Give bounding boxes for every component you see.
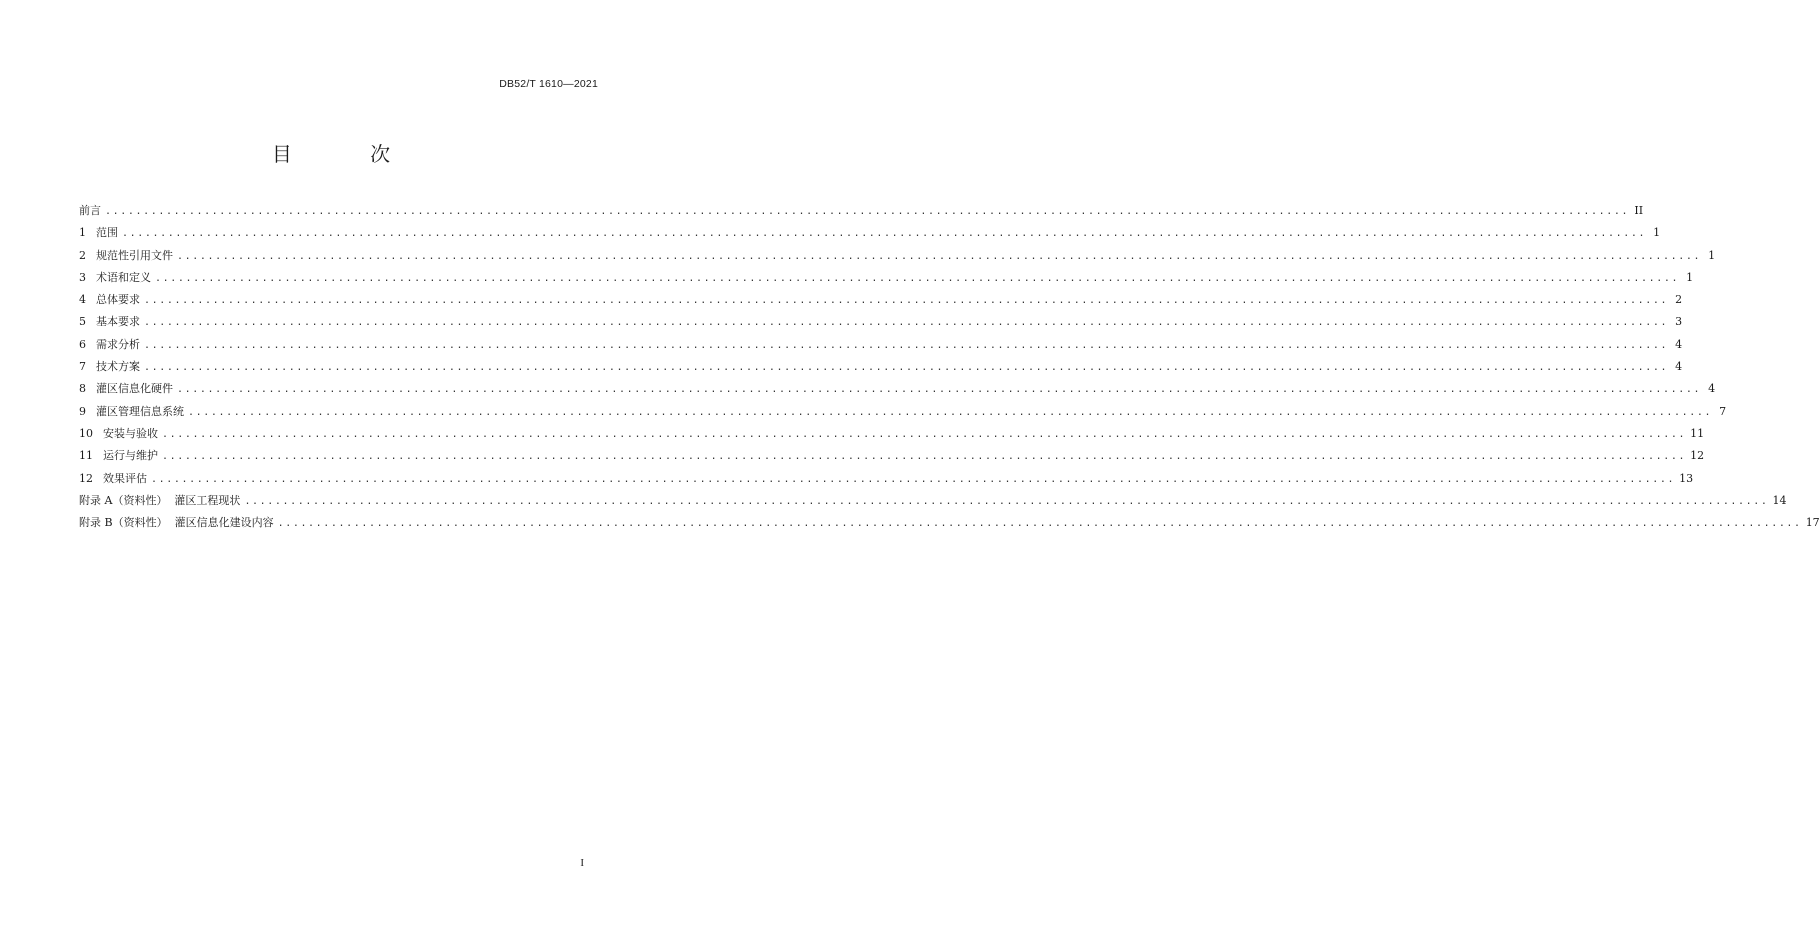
toc-entry-title: 运行与维护 xyxy=(103,449,158,463)
toc-leader-dots: ........................................................................................................................................................................................................ xyxy=(177,250,1702,262)
toc-entry-page: II xyxy=(1634,204,1644,217)
toc-entry-title: 需求分析 xyxy=(96,337,140,351)
toc-entry-number: 1 xyxy=(79,226,86,240)
toc-leader-dots: ........................................................................................................................................................................................................ xyxy=(151,473,1676,485)
toc-entry-5[interactable] xyxy=(79,311,1683,333)
toc-entry-7[interactable] xyxy=(79,356,1683,378)
toc-entry-page: 1 xyxy=(1686,270,1694,284)
toc-leader-dots: ........................................................................................................................................................................................................ xyxy=(188,406,1713,418)
toc-entry-title: 灌区信息化硬件 xyxy=(96,382,173,396)
toc-entry-9[interactable] xyxy=(79,401,1727,423)
toc-entry-number: 8 xyxy=(79,382,86,396)
toc-leader-dots: ........................................................................................................................................................................................................ xyxy=(144,295,1669,307)
toc-leader-dots: ........................................................................................................................................................................................................ xyxy=(162,428,1687,440)
toc-entry-11[interactable] xyxy=(79,445,1705,467)
toc-entry-page: 14 xyxy=(1772,493,1787,507)
toc-entry-title: 总体要求 xyxy=(96,293,140,307)
page-number: I xyxy=(580,857,584,869)
toc-entry-page: 4 xyxy=(1675,360,1683,374)
toc-entry-page: 7 xyxy=(1719,404,1727,418)
toc-entry-page: 2 xyxy=(1675,293,1683,307)
toc-leader-dots: ........................................................................................................................................................................................................ xyxy=(277,518,1802,530)
toc-entry-number: 9 xyxy=(79,404,86,418)
toc-entry-appendix-b[interactable] xyxy=(79,512,1820,534)
toc-entry-12[interactable] xyxy=(79,468,1694,490)
toc-entry-number: 5 xyxy=(79,315,86,329)
toc-entry-title: 规范性引用文件 xyxy=(96,248,173,262)
toc-entry-page: 3 xyxy=(1675,315,1683,329)
toc-entry-1[interactable] xyxy=(79,222,1661,244)
toc-leader-dots: ........................................................................................................................................................................................................ xyxy=(177,384,1702,396)
toc-entry-page: 17 xyxy=(1805,516,1820,530)
toc-entry-title: 技术方案 xyxy=(96,360,140,374)
toc-entry-number: 7 xyxy=(79,360,86,374)
toc-entry-number: 6 xyxy=(79,337,86,351)
toc-entry-title: 基本要求 xyxy=(96,315,140,329)
toc-leader-dots: ........................................................................................................................................................................................................ xyxy=(105,206,1630,217)
toc-entry-title: 效果评估 xyxy=(103,471,147,485)
toc-entry-page: 13 xyxy=(1679,471,1694,485)
toc-entry-number: 4 xyxy=(79,293,86,307)
toc-entry-foreword[interactable] xyxy=(79,200,1644,222)
toc-entry-4[interactable] xyxy=(79,289,1683,311)
toc-entry-8[interactable] xyxy=(79,378,1716,400)
toc-leader-dots: ........................................................................................................................................................................................................ xyxy=(244,495,1769,507)
toc-entry-number: 10 xyxy=(79,426,93,440)
toc-entry-title: 灌区管理信息系统 xyxy=(96,404,184,418)
toc-entry-number: 3 xyxy=(79,270,86,284)
toc-leader-dots: ........................................................................................................................................................................................................ xyxy=(162,451,1687,463)
toc-entry-3[interactable] xyxy=(79,267,1694,289)
toc-entry-title: 范围 xyxy=(96,226,118,240)
toc-entry-title: 前言 xyxy=(79,204,101,217)
toc-leader-dots: ........................................................................................................................................................................................................ xyxy=(144,339,1669,351)
toc-entry-page: 4 xyxy=(1708,382,1716,396)
toc-entry-page: 12 xyxy=(1690,449,1705,463)
toc-entry-number: 11 xyxy=(79,449,93,463)
toc-leader-dots: ........................................................................................................................................................................................................ xyxy=(144,317,1669,329)
toc-entry-10[interactable] xyxy=(79,423,1705,445)
toc-entry-title: 术语和定义 xyxy=(96,270,151,284)
toc-entry-appendix-a[interactable] xyxy=(79,490,1787,512)
toc-entry-page: 11 xyxy=(1690,426,1705,440)
toc-entry-title: 安装与验收 xyxy=(103,426,158,440)
toc-entry-page: 1 xyxy=(1708,248,1716,262)
toc-entry-page: 4 xyxy=(1675,337,1683,351)
toc-entry-2[interactable] xyxy=(79,245,1716,267)
toc-leader-dots: ........................................................................................................................................................................................................ xyxy=(155,272,1680,284)
toc-entry-page: 1 xyxy=(1653,226,1661,240)
toc-entry-title: 附录 A（资料性） 灌区工程现状 xyxy=(79,493,241,507)
toc-title: 目 次 xyxy=(271,142,427,166)
toc-entry-title: 附录 B（资料性） 灌区信息化建设内容 xyxy=(79,516,274,530)
toc-leader-dots: ........................................................................................................................................................................................................ xyxy=(122,228,1647,240)
toc-entry-number: 2 xyxy=(79,248,86,262)
toc-leader-dots: ........................................................................................................................................................................................................ xyxy=(144,362,1669,374)
toc-entry-number: 12 xyxy=(79,471,93,485)
document-code: DB52/T 1610—2021 xyxy=(499,78,598,90)
toc-list xyxy=(79,200,1820,534)
toc-entry-6[interactable] xyxy=(79,334,1683,356)
